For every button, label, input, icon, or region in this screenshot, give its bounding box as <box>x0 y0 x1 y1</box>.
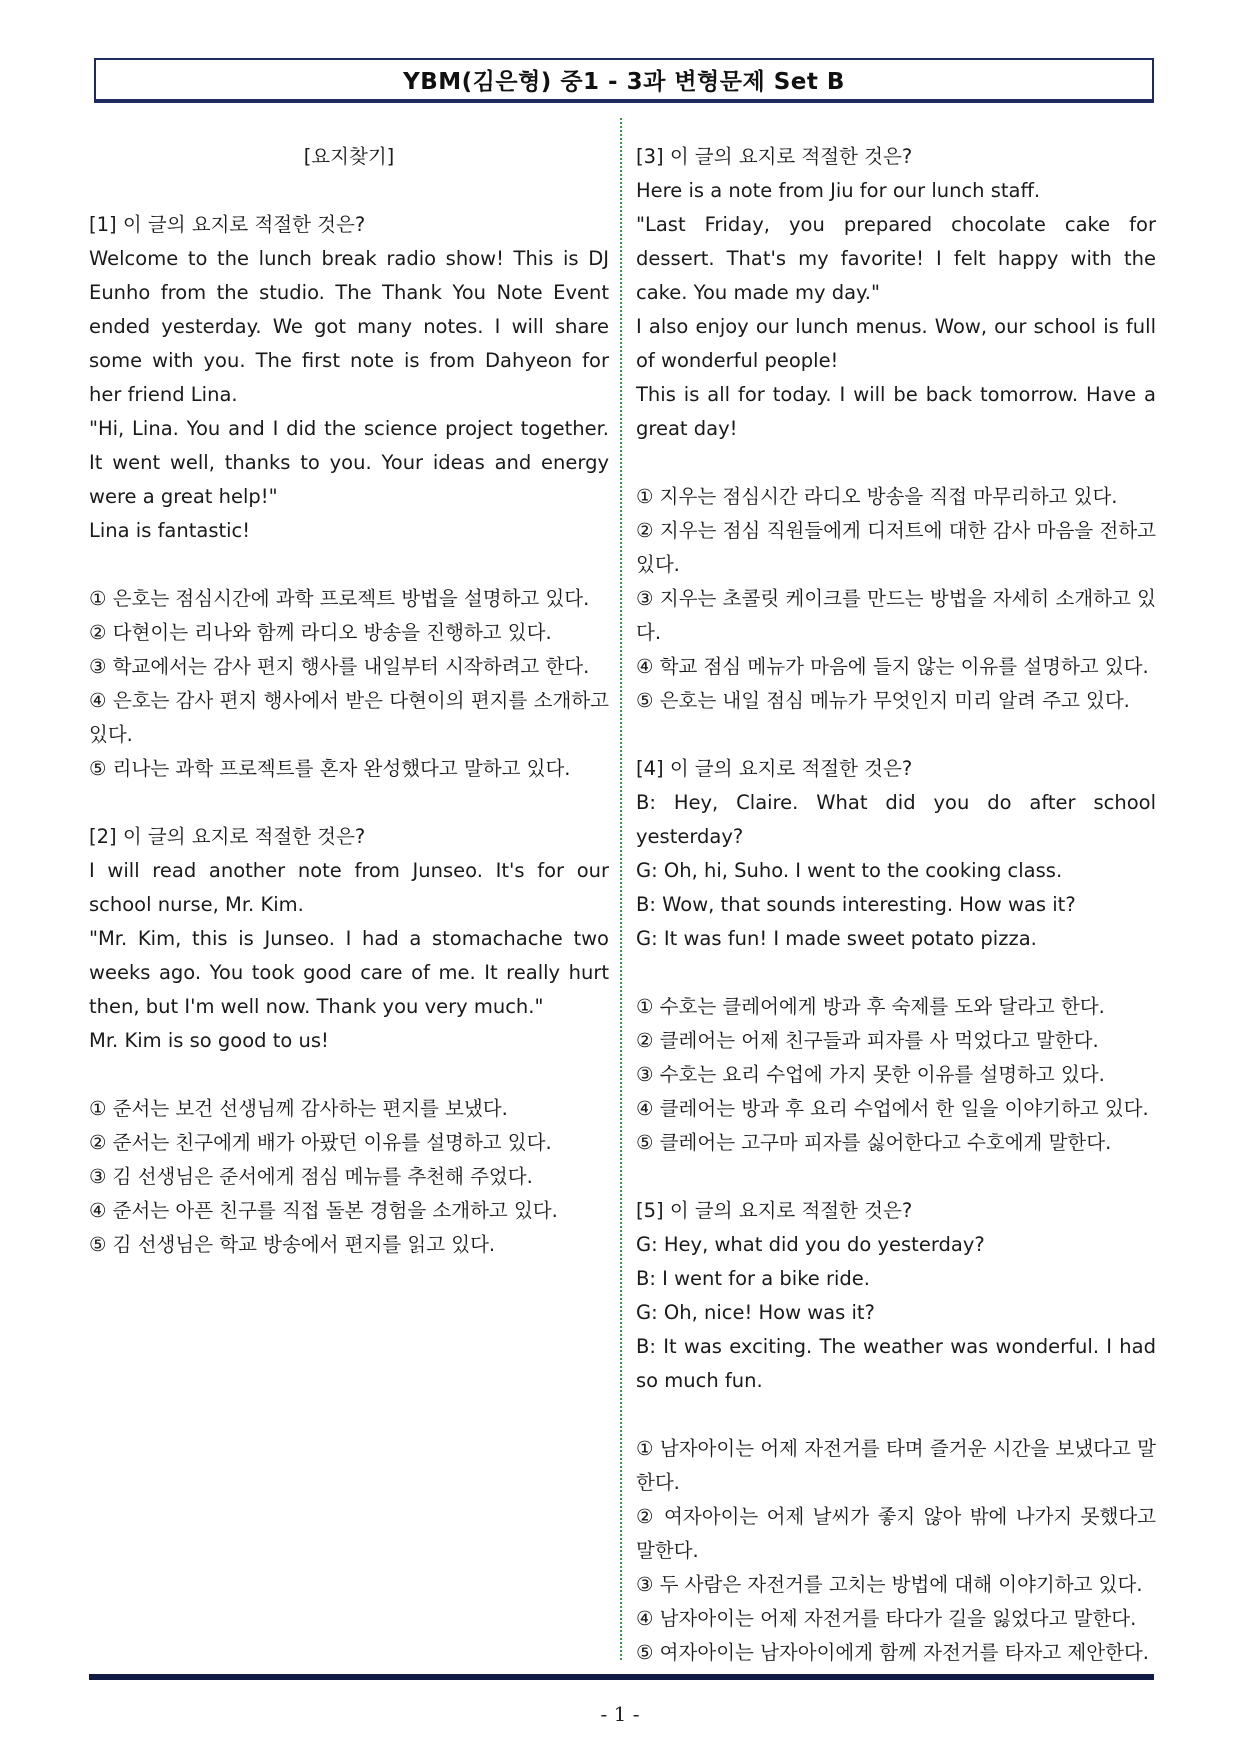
column-divider <box>620 118 622 1660</box>
question-1-passage-2: "Hi, Lina. You and I did the science project together. It went well, thanks to you. Your ideas and energy were a great help!" <box>89 417 609 508</box>
question-3-option-2: ② 지우는 점심 직원들에게 디저트에 대한 감사 마음을 전하고 있다. <box>636 519 1156 576</box>
question-3-passage-3: I also enjoy our lunch menus. Wow, our school is full of wonderful people! <box>636 315 1156 372</box>
question-2 <box>89 820 609 1262</box>
question-2-option-4: ④ 준서는 아픈 친구를 직접 돌본 경험을 소개하고 있다. <box>89 1199 558 1222</box>
question-2-passage-2: "Mr. Kim, this is Junseo. I had a stomachache two weeks ago. You took good care of me. It really hurt then, but I'm well now. Thank you very much." <box>89 927 609 1018</box>
question-3-passage-1: Here is a note from Jiu for our lunch staff. <box>636 179 1041 202</box>
footer-rule <box>89 1674 1154 1680</box>
question-1-option-2: ② 다현이는 리나와 함께 라디오 방송을 진행하고 있다. <box>89 621 552 644</box>
question-5-option-1: ① 남자아이는 어제 자전거를 타며 즐거운 시간을 보냈다고 말한다. <box>636 1437 1156 1494</box>
question-2-prompt: [2] 이 글의 요지로 적절한 것은? <box>89 825 366 848</box>
question-1-option-1: ① 은호는 점심시간에 과학 프로젝트 방법을 설명하고 있다. <box>89 587 590 610</box>
question-5 <box>636 1194 1156 1670</box>
question-2-option-2: ② 준서는 친구에게 배가 아팠던 이유를 설명하고 있다. <box>89 1131 552 1154</box>
question-5-option-2: ② 여자아이는 어제 날씨가 좋지 않아 밖에 나가지 못했다고 말한다. <box>636 1505 1156 1562</box>
question-1-option-4: ④ 은호는 감사 편지 행사에서 받은 다현이의 편지를 소개하고 있다. <box>89 689 609 746</box>
question-4-passage-4: G: It was fun! I made sweet potato pizza. <box>636 927 1037 950</box>
question-4-passage-2: G: Oh, hi, Suho. I went to the cooking class. <box>636 859 1063 882</box>
question-1-passage-3: Lina is fantastic! <box>89 519 251 542</box>
page-title: YBM(김은형) 중1 - 3과 변형문제 Set B <box>403 69 845 95</box>
question-5-prompt: [5] 이 글의 요지로 적절한 것은? <box>636 1199 913 1222</box>
left-column <box>89 140 609 1262</box>
question-5-option-4: ④ 남자아이는 어제 자전거를 타다가 길을 잃었다고 말한다. <box>636 1607 1137 1630</box>
question-4-passage-1: B: Hey, Claire. What did you do after school yesterday? <box>636 791 1156 848</box>
question-3-option-4: ④ 학교 점심 메뉴가 마음에 들지 않는 이유를 설명하고 있다. <box>636 655 1149 678</box>
question-1 <box>89 208 609 786</box>
question-3-option-1: ① 지우는 점심시간 라디오 방송을 직접 마무리하고 있다. <box>636 485 1118 508</box>
question-3-prompt: [3] 이 글의 요지로 적절한 것은? <box>636 145 913 168</box>
question-2-passage-1: I will read another note from Junseo. It's for our school nurse, Mr. Kim. <box>89 859 609 916</box>
section-title: [요지찾기] <box>303 145 395 168</box>
question-3-option-5: ⑤ 은호는 내일 점심 메뉴가 무엇인지 미리 알려 주고 있다. <box>636 689 1130 712</box>
question-4-option-2: ② 클레어는 어제 친구들과 피자를 사 먹었다고 말한다. <box>636 1029 1099 1052</box>
title-box <box>94 58 1154 103</box>
question-3-option-3: ③ 지우는 초콜릿 케이크를 만드는 방법을 자세히 소개하고 있다. <box>636 587 1156 644</box>
question-2-passage-3: Mr. Kim is so good to us! <box>89 1029 329 1052</box>
question-5-option-3: ③ 두 사람은 자전거를 고치는 방법에 대해 이야기하고 있다. <box>636 1573 1143 1596</box>
question-1-passage-1: Welcome to the lunch break radio show! This is DJ Eunho from the studio. The Thank You Note Event ended yesterday. We got many notes. I will share some with you. The first note is from Dahyeon for her friend Lina. <box>89 247 609 406</box>
question-4-option-1: ① 수호는 클레어에게 방과 후 숙제를 도와 달라고 한다. <box>636 995 1105 1018</box>
right-column <box>636 140 1156 1670</box>
question-1-option-5: ⑤ 리나는 과학 프로젝트를 혼자 완성했다고 말하고 있다. <box>89 757 571 780</box>
question-2-option-3: ③ 김 선생님은 준서에게 점심 메뉴를 추천해 주었다. <box>89 1165 533 1188</box>
question-4-option-5: ⑤ 클레어는 고구마 피자를 싫어한다고 수호에게 말한다. <box>636 1131 1112 1154</box>
question-4-passage-3: B: Wow, that sounds interesting. How was it? <box>636 893 1076 916</box>
question-2-option-5: ⑤ 김 선생님은 학교 방송에서 편지를 읽고 있다. <box>89 1233 496 1256</box>
page-number: - 1 - <box>600 1702 640 1726</box>
question-2-option-1: ① 준서는 보건 선생님께 감사하는 편지를 보냈다. <box>89 1097 508 1120</box>
question-5-passage-2: B: I went for a bike ride. <box>636 1267 870 1290</box>
question-3-passage-2: "Last Friday, you prepared chocolate cake for dessert. That's my favorite! I felt happy with the cake. You made my day." <box>636 213 1156 304</box>
question-5-option-5: ⑤ 여자아이는 남자아이에게 함께 자전거를 타자고 제안한다. <box>636 1641 1149 1664</box>
question-4-prompt: [4] 이 글의 요지로 적절한 것은? <box>636 757 913 780</box>
question-5-passage-3: G: Oh, nice! How was it? <box>636 1301 875 1324</box>
question-5-passage-4: B: It was exciting. The weather was wonderful. I had so much fun. <box>636 1335 1156 1392</box>
question-1-prompt: [1] 이 글의 요지로 적절한 것은? <box>89 213 366 236</box>
question-3 <box>636 140 1156 718</box>
question-4-option-4: ④ 클레어는 방과 후 요리 수업에서 한 일을 이야기하고 있다. <box>636 1097 1149 1120</box>
question-3-passage-4: This is all for today. I will be back tomorrow. Have a great day! <box>636 383 1156 440</box>
question-4 <box>636 752 1156 1160</box>
question-1-option-3: ③ 학교에서는 감사 편지 행사를 내일부터 시작하려고 한다. <box>89 655 590 678</box>
question-4-option-3: ③ 수호는 요리 수업에 가지 못한 이유를 설명하고 있다. <box>636 1063 1105 1086</box>
question-5-passage-1: G: Hey, what did you do yesterday? <box>636 1233 985 1256</box>
